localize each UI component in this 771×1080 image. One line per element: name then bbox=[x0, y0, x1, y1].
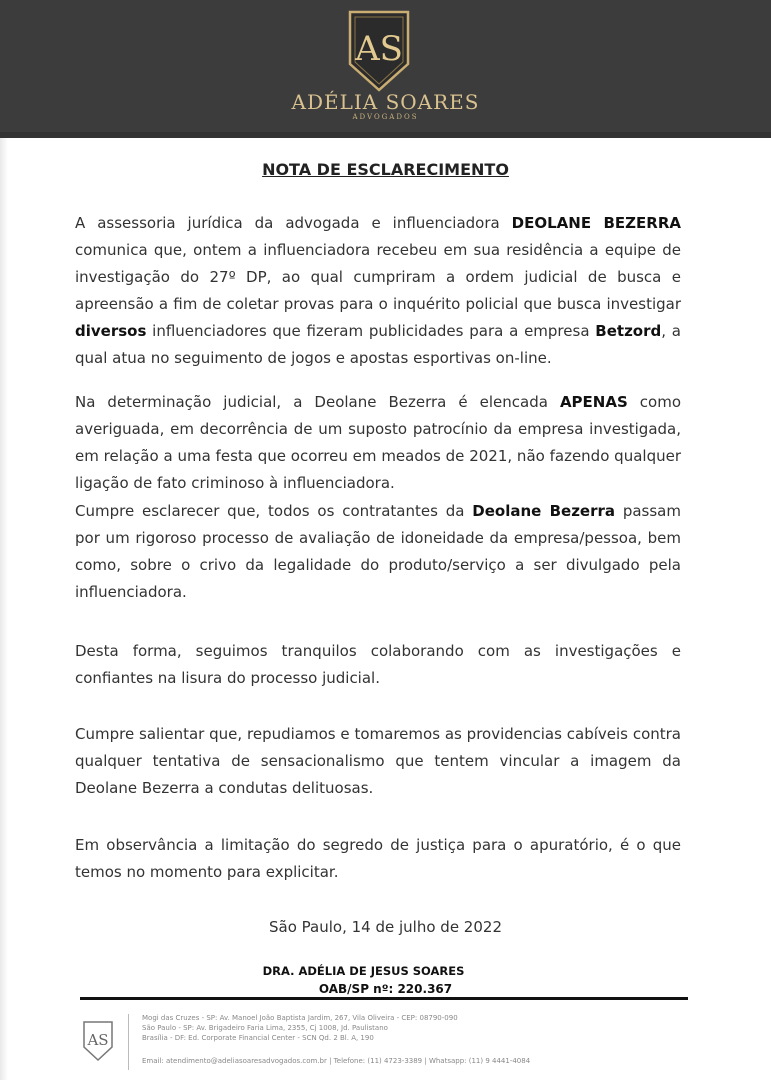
paragraph-1-text-c: influenciadores que fizeram publicidades para a empresa bbox=[146, 322, 596, 340]
signature-name: DRA. ADÉLIA DE JESUS SOARES bbox=[262, 964, 465, 978]
paragraph-3-bold-name: Deolane Bezerra bbox=[472, 502, 616, 520]
paragraph-2-bold-apenas: APENAS bbox=[559, 393, 628, 411]
letterhead-header bbox=[0, 0, 771, 138]
paragraph-1-bold-name: DEOLANE BEZERRA bbox=[511, 214, 681, 232]
footer-shield-logo-icon bbox=[82, 1020, 114, 1062]
brand-name: ADÉLIA SOARES bbox=[291, 90, 480, 114]
paragraph-5: Cumpre salientar que, repudiamos e tomaremos as providencias cabíveis contra qualquer tentativa de sensacionalismo que tentem vincular a imagem da Deolane Bezerra a condutas delituosas. bbox=[75, 725, 681, 797]
paragraph-2-text-a: Na determinação judicial, a Deolane Bezerra é elencada bbox=[75, 393, 560, 411]
paragraph-2-text-b: como averiguada, em decorrência de um suposto patrocínio da empresa investigada, em relação a uma festa que ocorreu em meados de 2021, não fazendo qualquer ligação de fato criminoso à influenciadora. bbox=[75, 393, 681, 492]
paragraph-3-text-b: passam por um rigoroso processo de avaliação de idoneidade da empresa/pessoa, bem como, sobre o crivo da legalidade do produto/serviço a ser divulgado pela influenciadora. bbox=[75, 502, 681, 601]
paragraph-1 bbox=[75, 210, 681, 372]
paragraph-4: Desta forma, seguimos tranquilos colaborando com as investigações e confiantes na lisura do processo judicial. bbox=[75, 642, 681, 687]
paragraph-6: Em observância a limitação do segredo de justiça para o apuratório, é o que temos no momento para explicitar. bbox=[75, 836, 681, 881]
logo-monogram: AS bbox=[355, 29, 403, 69]
footer-separator bbox=[128, 1014, 129, 1070]
paragraph-2 bbox=[75, 389, 681, 497]
footer-address-line: Brasília - DF: Ed. Corporate Financial Center - SCN Qd. 2 Bl. A, 190 bbox=[142, 1034, 374, 1042]
paragraph-3-text-a: Cumpre esclarecer que, todos os contratantes da bbox=[75, 502, 473, 520]
footer-addresses bbox=[142, 1013, 702, 1043]
document-title: NOTA DE ESCLARECIMENTO bbox=[262, 160, 509, 179]
paragraph-1-text-a: A assessoria jurídica da advogada e influenciadora bbox=[75, 214, 512, 232]
footer-address-line: São Paulo - SP: Av. Brigadeiro Faria Lima, 2355, Cj 1008, Jd. Paulistano bbox=[142, 1024, 388, 1032]
paragraph-1-bold-diversos: diversos bbox=[75, 322, 147, 340]
paragraph-1-text-d: , a qual atua no seguimento de jogos e apostas esportivas on-line. bbox=[75, 322, 681, 367]
paragraph-1-bold-company: Betzord bbox=[595, 322, 662, 340]
shield-logo-icon bbox=[346, 8, 412, 94]
paragraph-3 bbox=[75, 498, 681, 606]
footer-monogram: AS bbox=[87, 1031, 109, 1049]
brand-subtitle: ADVOGADOS bbox=[352, 113, 419, 121]
page-edge-shadow bbox=[0, 138, 8, 1080]
footer-rule bbox=[80, 997, 688, 1000]
signature-oab: OAB/SP nº: 220.367 bbox=[318, 982, 453, 996]
header-divider bbox=[0, 132, 771, 138]
footer-address-line: Mogi das Cruzes - SP: Av. Manoel João Baptista Jardim, 267, Vila Oliveira - CEP: 08790-090 bbox=[142, 1014, 458, 1022]
footer-contact: Email: atendimento@adeliasoaresadvogados.com.br | Telefone: (11) 4723-3389 | Whatsapp: (11) 9 4441-4084 bbox=[142, 1057, 531, 1065]
paragraph-1-text-b: comunica que, ontem a influenciadora recebeu em sua residência a equipe de investigação do 27º DP, ao qual cumpriram a ordem judicial de busca e apreensão a fim de coletar provas para o inquérito policial que busca investigar bbox=[75, 241, 681, 313]
document-date: São Paulo, 14 de julho de 2022 bbox=[269, 918, 502, 936]
